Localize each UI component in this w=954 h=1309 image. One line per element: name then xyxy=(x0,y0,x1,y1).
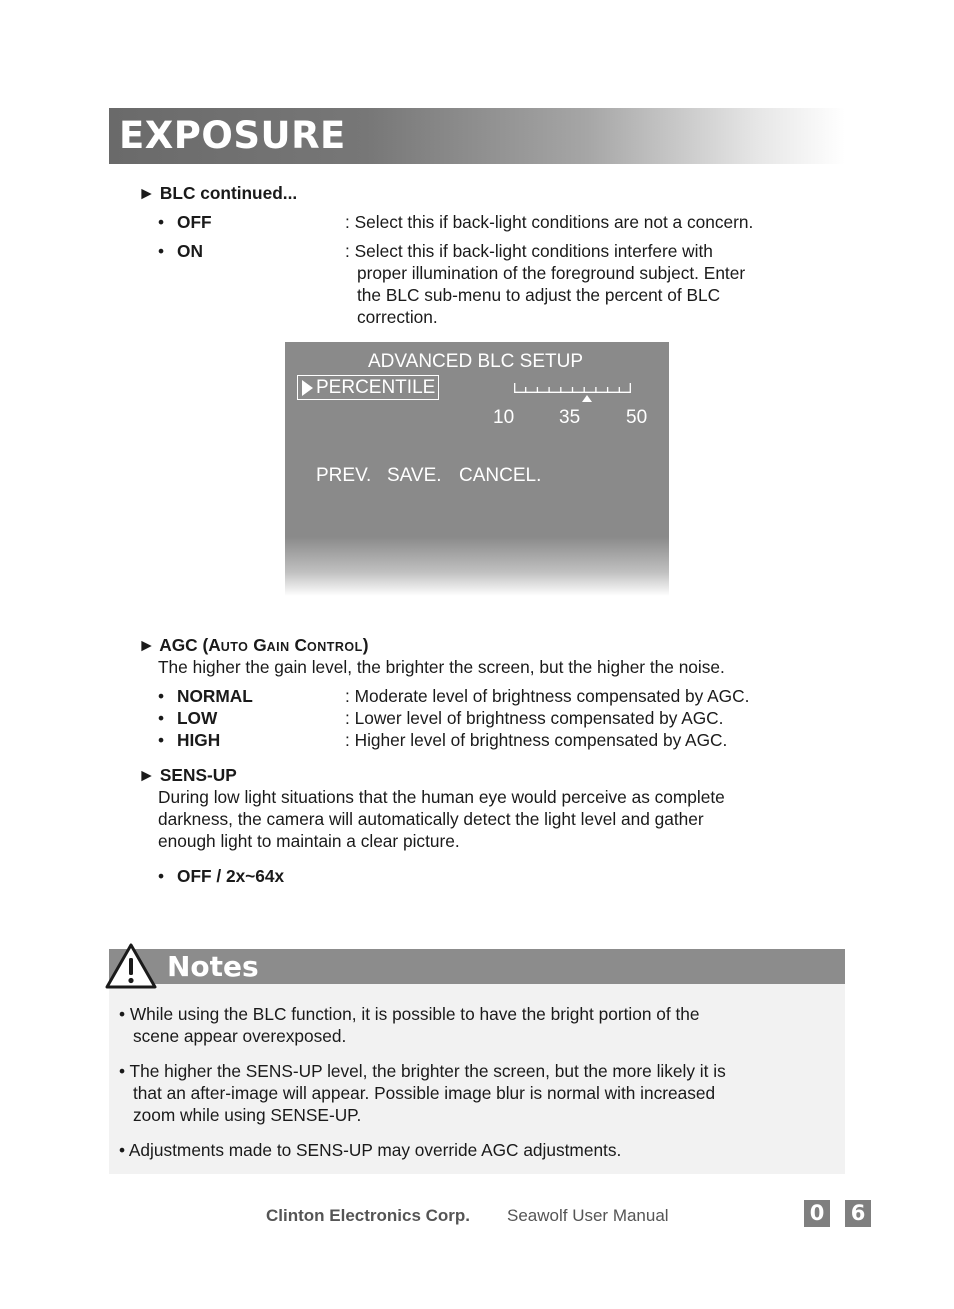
blc-on-desc-line: : Select this if back-light conditions interfere with xyxy=(345,241,713,261)
note-line: • Adjustments made to SENS-UP may override AGC adjustments. xyxy=(119,1140,622,1160)
footer-company: Clinton Electronics Corp. xyxy=(266,1206,471,1225)
bullet: • xyxy=(158,708,165,728)
agc-normal-desc: : Moderate level of brightness compensated by AGC. xyxy=(345,686,750,706)
sensup-heading: ► SENS-UP xyxy=(138,765,237,785)
osd-prev-button: PREV. xyxy=(316,465,372,486)
agc-normal-label: NORMAL xyxy=(177,686,253,706)
osd-save-button: SAVE. xyxy=(387,465,442,486)
osd-percentile-slider xyxy=(514,383,631,393)
osd-scale-min: 10 xyxy=(493,407,515,428)
blc-on-desc-line: proper illumination of the foreground subject. Enter xyxy=(357,263,746,283)
osd-cancel-button: CANCEL. xyxy=(459,465,542,486)
sensup-option: OFF / 2x~64x xyxy=(177,866,285,886)
bullet: • xyxy=(158,730,165,750)
slider-tick-marks xyxy=(515,383,631,392)
agc-description: The higher the gain level, the brighter the screen, but the higher the noise. xyxy=(158,657,725,677)
triangle-right-icon xyxy=(302,380,314,396)
blc-off-desc: : Select this if back-light conditions are not a concern. xyxy=(345,212,754,232)
agc-heading-word: GAIN xyxy=(253,635,290,655)
triangle-up-icon xyxy=(582,395,592,402)
note-line: that an after-image will appear. Possible image blur is normal with increased xyxy=(133,1083,716,1103)
agc-high-desc: : Higher level of brightness compensated by AGC. xyxy=(345,730,728,750)
bullet: • xyxy=(158,212,165,232)
agc-low-desc: : Lower level of brightness compensated by AGC. xyxy=(345,708,724,728)
agc-heading xyxy=(138,634,369,658)
sensup-text-line: darkness, the camera will automatically detect the light level and gather xyxy=(158,809,704,829)
note-line: zoom while using SENSE-UP. xyxy=(133,1105,362,1125)
note-line: scene appear overexposed. xyxy=(133,1026,347,1046)
blc-heading: ► BLC continued... xyxy=(138,183,298,203)
agc-heading-prefix: ► AGC ( xyxy=(138,635,209,655)
warning-triangle-icon xyxy=(104,942,158,990)
agc-heading-word: CONTROL xyxy=(294,635,363,655)
blc-on-desc-line: correction. xyxy=(357,307,438,327)
osd-scale-current: 35 xyxy=(559,407,581,428)
sensup-text-line: enough light to maintain a clear picture. xyxy=(158,831,460,851)
osd-title: ADVANCED BLC SETUP xyxy=(368,351,584,372)
page-number-digit: 0 xyxy=(804,1200,830,1227)
page-number-digit: 6 xyxy=(845,1200,871,1227)
bullet: • xyxy=(158,866,165,886)
agc-heading-word: AUTO xyxy=(208,635,249,655)
note-line: • The higher the SENS-UP level, the brighter the screen, but the more likely it is xyxy=(119,1061,726,1081)
blc-on-desc-line: the BLC sub-menu to adjust the percent of BLC xyxy=(357,285,721,305)
footer-manual-title: Seawolf User Manual xyxy=(507,1206,669,1225)
note-line: • While using the BLC function, it is possible to have the bright portion of the xyxy=(119,1004,700,1024)
bullet: • xyxy=(158,686,165,706)
osd-percentile-label: PERCENTILE xyxy=(316,377,436,398)
notes-title: Notes xyxy=(167,950,259,983)
agc-high-label: HIGH xyxy=(177,730,221,750)
blc-off-label: OFF xyxy=(177,212,212,232)
agc-low-label: LOW xyxy=(177,708,218,728)
blc-on-label: ON xyxy=(177,241,203,261)
bullet: • xyxy=(158,241,165,261)
sensup-text-line: During low light situations that the human eye would perceive as complete xyxy=(158,787,725,807)
section-title: EXPOSURE xyxy=(119,114,346,157)
osd-scale-max: 50 xyxy=(626,407,648,428)
agc-heading-suffix: ) xyxy=(362,635,369,655)
